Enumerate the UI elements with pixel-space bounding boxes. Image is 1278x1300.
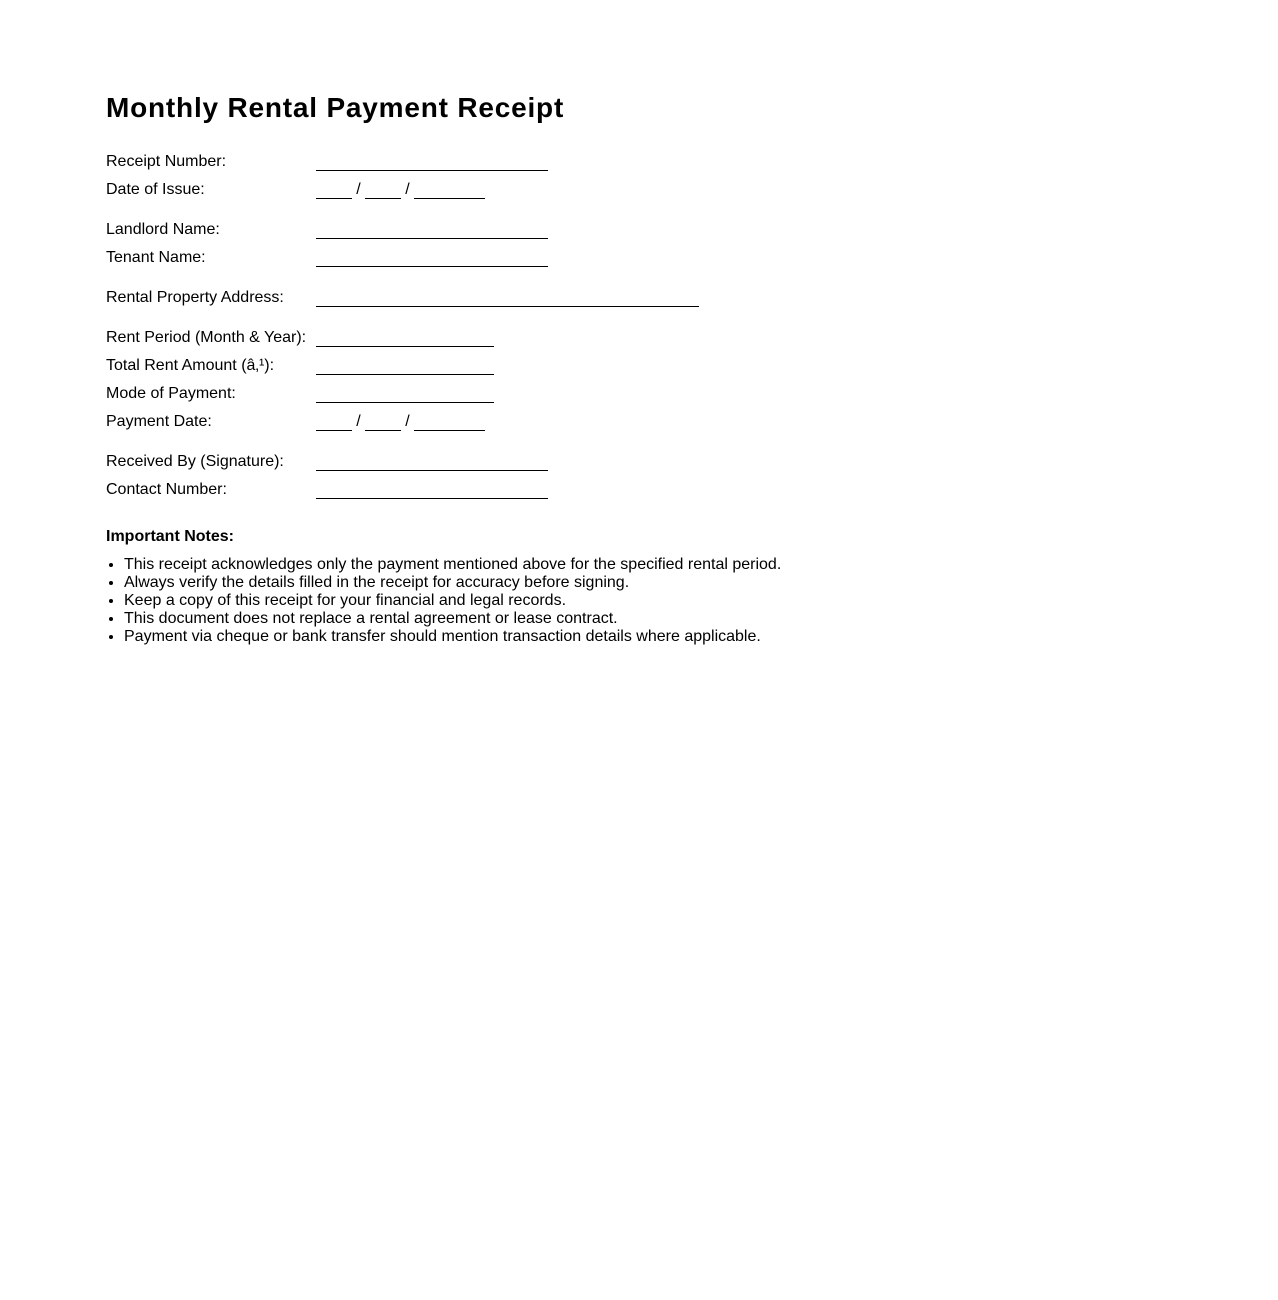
payment-date-month[interactable] [365, 412, 401, 431]
rent-period-row [106, 322, 1166, 350]
total-rent-label: Total Rent Amount (â‚¹): [106, 357, 275, 374]
received-by-row [106, 446, 1166, 474]
contact-number-row [106, 474, 1166, 502]
payment-date-field [316, 412, 485, 434]
tenant-name-field[interactable] [316, 248, 548, 267]
page-title: Monthly Rental Payment Receipt [106, 92, 565, 123]
receipt-info-group [106, 146, 1166, 202]
tenant-name-label: Tenant Name: [106, 249, 206, 266]
property-address-label: Rental Property Address: [106, 289, 284, 306]
property-group [106, 282, 1166, 310]
payment-mode-label: Mode of Payment: [106, 385, 236, 402]
date-separator: / [405, 181, 410, 198]
landlord-name-field[interactable] [316, 220, 548, 239]
payment-date-label: Payment Date: [106, 413, 212, 430]
property-address-field[interactable] [316, 288, 699, 307]
received-by-label: Received By (Signature): [106, 453, 284, 470]
rent-period-label: Rent Period (Month & Year): [106, 329, 307, 346]
list-item: • Payment via cheque or bank transfer should mention transaction details where applicable. [124, 628, 1166, 646]
contact-number-label: Contact Number: [106, 481, 227, 498]
date-of-issue-field [316, 180, 485, 202]
property-address-row [106, 282, 1166, 310]
date-separator: / [405, 413, 410, 430]
receipt-number-field[interactable] [316, 152, 548, 171]
receipt-page [106, 90, 1166, 646]
rent-period-field[interactable] [316, 328, 494, 347]
date-of-issue-row [106, 174, 1166, 202]
landlord-name-label: Landlord Name: [106, 221, 220, 238]
receipt-number-row [106, 146, 1166, 174]
total-rent-row [106, 350, 1166, 378]
payment-mode-row [106, 378, 1166, 406]
payment-date-row [106, 406, 1166, 434]
payment-group [106, 322, 1166, 434]
contact-number-field[interactable] [316, 480, 548, 499]
parties-group [106, 214, 1166, 270]
list-item: • Always verify the details filled in the receipt for accuracy before signing. [124, 574, 1166, 592]
notes-heading: Important Notes: [106, 528, 234, 545]
date-separator: / [356, 413, 361, 430]
date-of-issue-day[interactable] [316, 180, 352, 199]
list-item: • This document does not replace a rental agreement or lease contract. [124, 610, 1166, 628]
receipt-number-label: Receipt Number: [106, 153, 227, 170]
list-item: • Keep a copy of this receipt for your financial and legal records. [124, 592, 1166, 610]
date-of-issue-label: Date of Issue: [106, 181, 205, 198]
list-item: • This receipt acknowledges only the payment mentioned above for the specified rental period. [124, 556, 1166, 574]
payment-mode-field[interactable] [316, 384, 494, 403]
date-separator: / [356, 181, 361, 198]
signature-field[interactable] [316, 452, 548, 471]
date-of-issue-month[interactable] [365, 180, 401, 199]
signature-group [106, 446, 1166, 502]
payment-date-day[interactable] [316, 412, 352, 431]
landlord-name-row [106, 214, 1166, 242]
notes-list [106, 556, 1166, 646]
tenant-name-row [106, 242, 1166, 270]
date-of-issue-year[interactable] [414, 180, 485, 199]
total-rent-field[interactable] [316, 356, 494, 375]
payment-date-year[interactable] [414, 412, 485, 431]
receipt-form [106, 146, 1166, 502]
